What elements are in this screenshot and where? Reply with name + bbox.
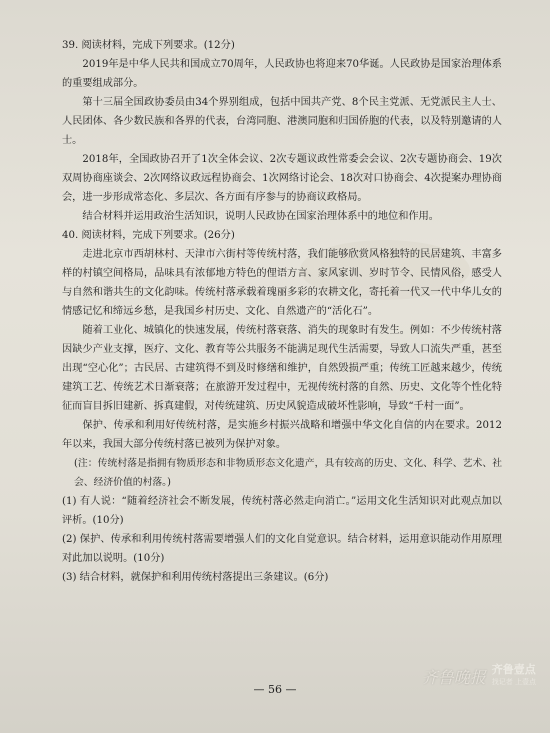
watermark-text — [492, 664, 536, 688]
q40-sub-question-1: (1) 有人说：“随着经济社会不断发展，传统村落必然走向消亡。”运用文化生活知识对此观点加以评析。(10分) — [62, 496, 502, 526]
exam-content — [62, 36, 502, 587]
q40-paragraph-1: 走进北京市西胡林村、天津市六街村等传统村落，我们能够欣赏风格独特的民居建筑、丰富多样的村镇空间格局，品味具有浓郁地方特色的俚语方言、家风家训、岁时节令、民情风俗，感受人与自然和谐共生的文化韵味。传统村落承载着瑰丽多彩的农耕文化，寄托着一代又一代中华儿女的情感记忆和缔远乡愁，是我国乡村历史、文化、自然遗产的“活化石”。 — [62, 249, 502, 317]
watermark-sub: 找记者 上壹点 — [491, 678, 536, 686]
watermark — [422, 664, 536, 688]
q39-title: 39. 阅读材料，完成下列要求。(12分) — [62, 40, 235, 51]
page-number: — 56 — — [253, 683, 297, 696]
q39-paragraph-1: 2019年是中华人民共和国成立70周年，人民政协也将迎来70华诞。人民政协是国家治理体系的重要组成部分。 — [62, 59, 502, 89]
watermark-logo: 齐鲁晚报 — [421, 667, 486, 687]
q39-paragraph-3: 2018年，全国政协召开了1次全体会议、2次专题议政性常委会会议、2次专题协商会、19次双周协商座谈会、2次网络议政远程协商会、1次网络讨论会、18次对口协商会、4次提案办理协商会，进一步形成常态化、多层次、各方面有序参与的协商议政格局。 — [62, 154, 502, 203]
q40-paragraph-2: 随着工业化、城镇化的快速发展，传统村落衰落、消失的现象时有发生。例如：不少传统村落因缺少产业支撑，医疗、文化、教育等公共服务不能满足现代生活需要，导致人口流失严重，甚至出现“空心化”；古民居、古建筑得不到及时修缮和维护，自然毁损严重；传统工匠越来越少，传统建筑工艺、传统艺术日渐衰落；在旅游开发过程中，无视传统村落的自然、历史、文化等个性化特征而盲目拆旧建新、拆真建假，对传统建筑、历史风貌造成破坏性影响，导致“千村一面”。 — [62, 325, 502, 412]
q40-sub-question-2: (2) 保护、传承和利用传统村落需要增强人们的文化自觉意识。结合材料，运用意识能动作用原理对此加以说明。(10分) — [62, 534, 502, 564]
q40-paragraph-3: 保护、传承和利用好传统村落，是实施乡村振兴战略和增强中华文化自信的内在要求。2012年以来，我国大部分传统村落已被列为保护对象。 — [62, 420, 502, 450]
q39-question: 结合材料并运用政治生活知识，说明人民政协在国家治理体系中的地位和作用。 — [82, 211, 439, 222]
q39-paragraph-2: 第十三届全国政协委员由34个界别组成，包括中国共产党、8个民主党派、无党派民主人士、人民团体、各少数民族和各界的代表，台湾同胞、港澳同胞和归国侨胞的代表，以及特别邀请的人士。 — [62, 97, 502, 146]
watermark-brand: 齐鲁壹点 — [491, 663, 536, 676]
q40-sub-question-3: (3) 结合材料，就保护和利用传统村落提出三条建议。(6分) — [62, 572, 329, 583]
q40-note: (注：传统村落是指拥有物质形态和非物质形态文化遗产，具有较高的历史、文化、科学、艺术、社会、经济价值的村落。) — [74, 458, 502, 488]
q40-title: 40. 阅读材料，完成下列要求。(26分) — [62, 230, 235, 241]
